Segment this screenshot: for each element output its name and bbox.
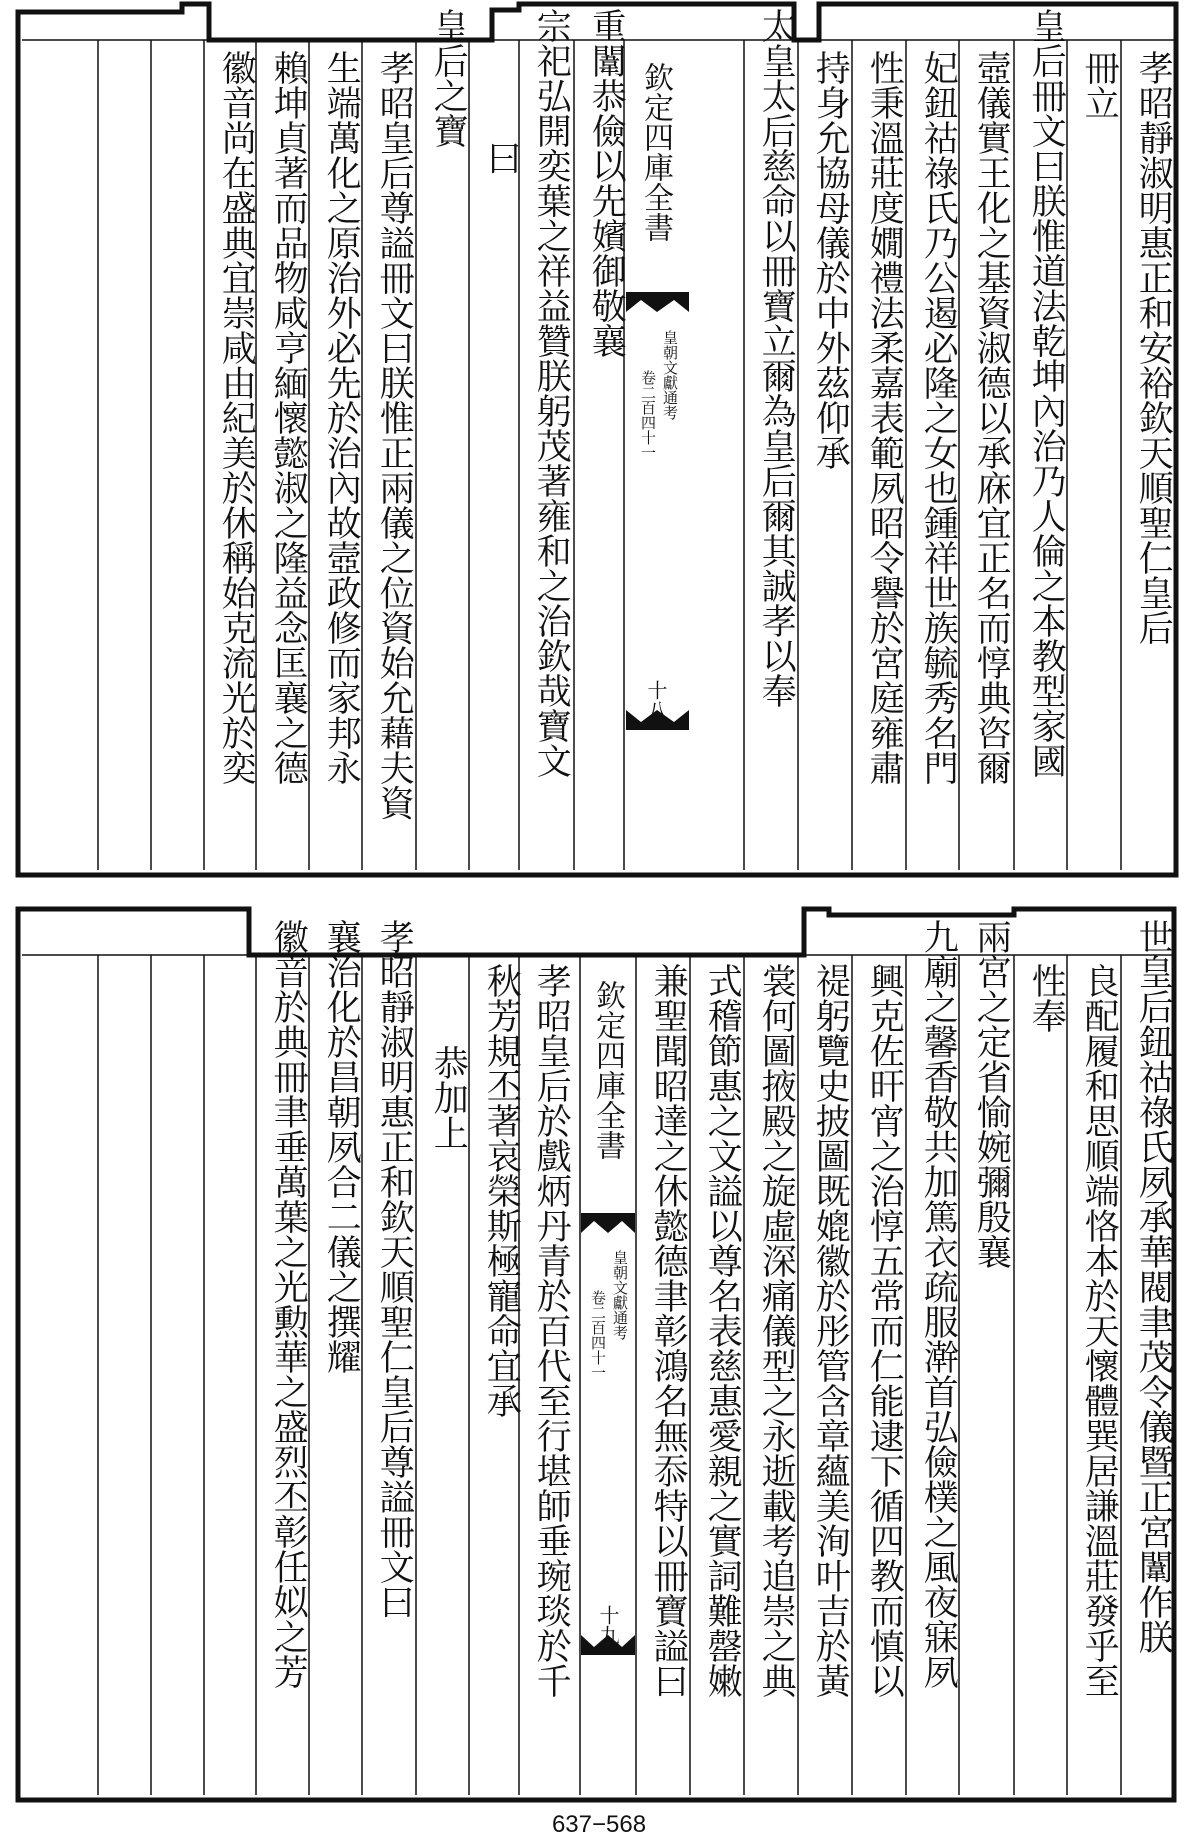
lower-text-column: 恭加上 — [428, 1045, 469, 1150]
upper-text-column: 生端萬化之原治外必先於治內故壼政修而家邦永 — [321, 50, 362, 785]
lower-text-column: 孝昭皇后於戲炳丹青於百代至行堪師垂琬琰於千 — [531, 963, 572, 1698]
lower-center-title: 欽定四庫全書 — [590, 980, 625, 1160]
lower-text-column: 兼聖聞昭達之休懿德聿彰鴻名無忝特以冊寶謚曰 — [648, 963, 689, 1698]
upper-center-page-number: 十八 — [644, 680, 668, 720]
lower-text-column: 孝昭靜淑明惠正和欽天順聖仁皇后尊謚冊文曰 — [374, 919, 415, 1619]
upper-center-book-title: 皇朝文獻通考 — [661, 330, 679, 420]
upper-text-column: 徽音尚在盛典宜崇咸由紀美於休稱始克流光於奕 — [216, 50, 257, 785]
upper-text-column: 孝昭皇后尊謚冊文曰朕惟正兩儀之位資始允藉夫資 — [374, 50, 415, 820]
upper-text-column: 妃鈕祜祿氏乃公遏必隆之女也鍾祥世族毓秀名門 — [918, 50, 959, 785]
lower-page — [14, 905, 1184, 1805]
upper-text-column: 賴坤貞著而品物咸亨緬懷懿淑之隆益念匡襄之德 — [268, 50, 309, 785]
lower-text-column: 式稽節惠之文謚以尊名表慈惠愛親之實詞難罄嫩 — [702, 963, 743, 1698]
lower-text-column: 襄治化於昌朝夙合二儀之撰耀 — [321, 919, 362, 1374]
upper-text-column: 持身允協母儀於中外茲仰承 — [810, 50, 851, 470]
lower-text-column: 興克佐旰宵之治惇五常而仁能逮下循四教而慎以 — [864, 963, 905, 1698]
upper-text-column: 太皇太后慈命以冊寶立爾為皇后爾其誠孝以奉 — [756, 8, 797, 708]
upper-text-column: 宗祀弘開奕葉之祥益贊朕躬茂著雍和之治欽哉寶文 — [531, 8, 572, 778]
upper-text-column: 壼儀實王化之基資淑德以承庥宜正名而惇典咨爾 — [971, 50, 1012, 785]
lower-text-column: 良配履和思順端恪本於天懷體巽居謙溫莊發乎至 — [1079, 963, 1120, 1698]
upper-text-column: 曰 — [481, 140, 522, 175]
lower-text-column: 性奉 — [1026, 963, 1067, 1033]
upper-text-column: 性秉溫莊度嫺禮法柔嘉表範夙昭令譽於宮庭雍肅 — [864, 50, 905, 785]
upper-page — [14, 0, 1184, 880]
lower-text-column: 禔躬覽史披圖既媲徽於彤管含章蘊美洵叶吉於黃 — [810, 963, 851, 1698]
lower-text-column: 裳何圖掖殿之旋虛深痛儀型之永逝載考追崇之典 — [756, 963, 797, 1698]
upper-text-column: 皇后之寶 — [428, 8, 469, 148]
lower-text-column: 兩宮之定省愉婉彌殷襄 — [971, 919, 1012, 1269]
lower-center-volume: 卷二百四十一 — [589, 1290, 607, 1380]
upper-center-title: 欽定四庫全書 — [638, 62, 673, 242]
lower-text-column: 秋芳規丕著哀榮斯極寵命宜承 — [481, 963, 522, 1418]
upper-center-volume: 卷二百四十一 — [639, 370, 657, 460]
lower-text-column: 九廟之馨香敬共加篤衣疏服澣首弘儉樸之風夜寐夙 — [918, 919, 959, 1689]
lower-center-page-number: 十九 — [596, 1605, 620, 1645]
lower-center-book-title: 皇朝文獻通考 — [611, 1250, 629, 1340]
upper-text-column: 孝昭靜淑明惠正和安裕欽天順聖仁皇后 — [1133, 50, 1174, 645]
upper-text-column: 冊立 — [1079, 50, 1120, 120]
upper-text-column: 皇后冊文曰朕惟道法乾坤內治乃人倫之本教型家國 — [1026, 8, 1067, 778]
lower-text-column: 徽音於典冊聿垂萬葉之光勲華之盛烈丕彰任姒之芳 — [268, 919, 309, 1689]
lower-text-column: 世皇后鈕祜祿氏夙承華閥聿茂令儀暨正宮闈作朕 — [1133, 919, 1174, 1654]
upper-text-column: 重闈恭儉以先嬪御敬襄 — [586, 8, 627, 358]
footer-page-number: 637−568 — [551, 1811, 647, 1838]
